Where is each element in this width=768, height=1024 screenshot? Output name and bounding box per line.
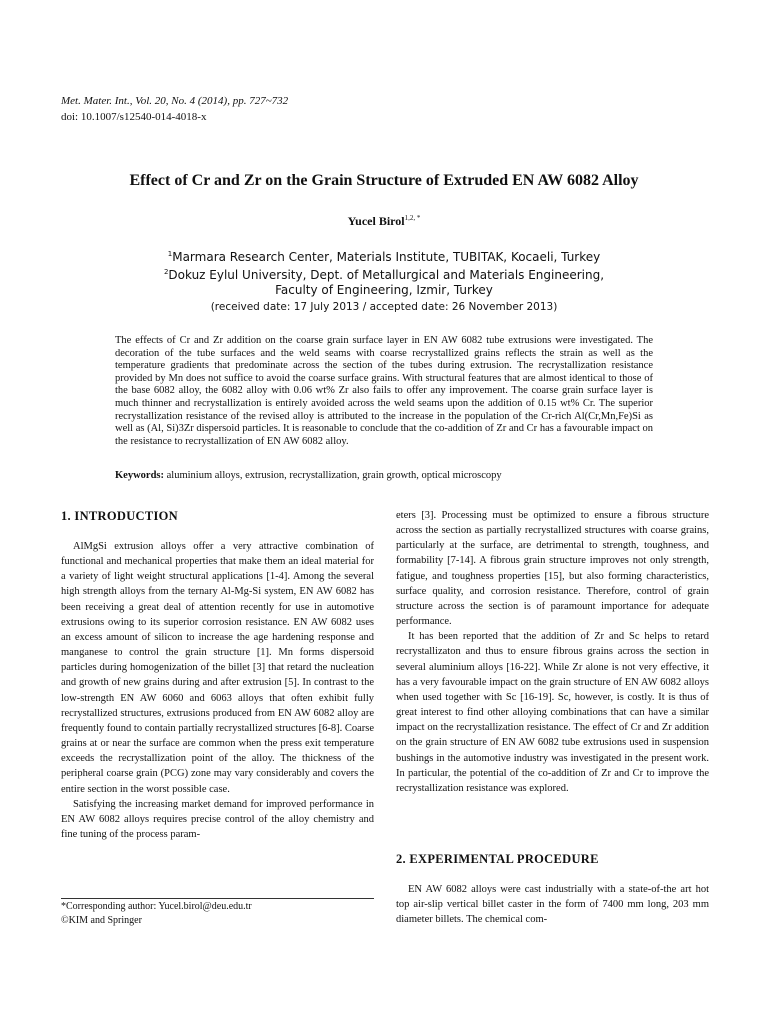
author-superscript: 1,2, * <box>404 214 421 222</box>
experimental-paragraph-1: EN AW 6082 alloys were cast industrially with a state-of-the art hot top air-slip vertical billet caster in the form of 7400 mm long, 203 mm diameter billets. The chemical com- <box>396 884 709 926</box>
affiliations <box>0 247 768 298</box>
affiliation-2: $^2$Dokuz Eylul University, Dept. of Metallurgical and Materials Engineering, <box>163 268 605 282</box>
doi: doi: 10.1007/s12540-014-4018-x <box>61 111 207 123</box>
abstract: The effects of Cr and Zr addition on the coarse grain surface layer in EN AW 6082 tube extrusions were investigated. The decoration of the tube surfaces and the weld seams with coarse recrystallized grains reflects the strain as well as the temperature gradients that predominate across the section of the tubes during extrusion. The recrystallization resistance provided by Mn does not suffice to avoid the coarse surface grains. With structural features that are almost identical to those of the base 6082 alloy, the 6082 alloy with 0.06 wt% Zr also fails to offer any improvement. The coarse grain surface layer is much thinner and recrystallization is entirely avoided across the weld seams upon the addition of 0.15 wt% Cr. The superior recrystallization resistance of the revised alloy is attributed to the increase in the population of the Cr-rich Al(Cr,Mn,Fe)Si as well as (Al, Si)3Zr dispersoid particles. It is reasonable to conclude that the co-addition of Zr and Cr has a favourable impact on the resistance to recrystallization of EN AW 6082 alloy. <box>115 335 653 447</box>
intro-paragraph-2: Satisfying the increasing market demand for improved performance in EN AW 6082 alloys requires precise control of the alloy chemistry and fine tuning of the process param- <box>61 798 374 840</box>
affiliation-2-cont: Faculty of Engineering, Izmir, Turkey <box>275 283 493 297</box>
affiliation-1: $^1$Marmara Research Center, Materials Institute, TUBITAK, Kocaeli, Turkey <box>167 250 601 264</box>
intro-paragraph-2-cont: eters [3]. Processing must be optimized to ensure a fibrous structure across the section as partially recrystallized structures with coarse grains, particularly at the surface, are detrimental to strength, toughness, and formability [7-14]. A fibrous grain structure improves not only strength, fatigue, and toughness properties [15], but also forming characteristics, surface quality, and corrosion resistance. Therefore, control of grain structure across the section is of paramount importance for adequate performance. <box>396 510 709 628</box>
intro-paragraph-1: AlMgSi extrusion alloys offer a very attractive combination of functional and mechanical properties that make them an ideal material for a variety of light weight structural applications [1-4]. Among the several high strength alloys from the ternary Al-Mg-Si system, EN AW 6082 has been receiving a great deal of attention recently for use in automotive extrusions owing to its superior corrosion resistance. EN AW 6082 uses an excess amount of silicon to increase the age hardening response and manganese to control the grain structure [1]. Mn forms dispersoid particles during homogenization of the billet [3] that retard the nucleation and growth of new grains during and after extrusion [5]. In contrast to the low-strength EN AW 6060 and 6063 alloys that often exhibit fully recrystallized structures, extrusions produced from EN AW 6082 alloy are frequently found to contain partially recrystallized structures [6-8]. Coarse grains at or near the surface are common when the press exit temperature exceeds the recrystallization point of the alloy. The thickness of the peripheral coarse grain (PCG) zone may vary considerably and covers the entire section in the worst possible case. <box>61 541 374 795</box>
received-accepted-dates: (received date: 17 July 2013 / accepted date: 26 November 2013) <box>210 301 558 313</box>
footnotes <box>61 900 252 928</box>
journal-reference: Met. Mater. Int., Vol. 20, No. 4 (2014), pp. 727~732 <box>61 95 289 107</box>
experimental-column <box>396 882 709 927</box>
section-heading-experimental: 2. EXPERIMENTAL PROCEDURE <box>396 852 599 866</box>
keywords-label: Keywords: <box>115 470 164 481</box>
left-column <box>61 539 374 842</box>
intro-paragraph-3: It has been reported that the addition of Zr and Sc helps to retard recrystallizaton and thus to ensure fibrous grains across the section in several aluminium alloys [16-22]. While Zr alone is not very effective, it has a very favourable impact on the grain structure of EN AW 6082 alloys when used together with Sc [16-19]. Sc, however, is costly. It is thus of great interest to find other alloying combinations that can have a similar impact on the recrystallization resistance. The effect of Cr and Zr addition on the grain structure of EN AW 6082 tube extrusions used in suspension bushings in the automotive industry was investigated in the present work. In particular, the potential of the co-addition of Zr and Cr to improve the recrystallization resistance was explored. <box>396 631 709 794</box>
section-heading-introduction: 1. INTRODUCTION <box>61 509 179 523</box>
author-name: Yucel Birol <box>347 214 405 228</box>
keywords <box>115 470 653 481</box>
right-column <box>396 508 709 796</box>
copyright-note: ©KIM and Springer <box>61 915 142 926</box>
corresponding-author-note: *Corresponding author: Yucel.birol@deu.edu.tr <box>61 901 252 912</box>
paper-title: Effect of Cr and Zr on the Grain Structure of Extruded EN AW 6082 Alloy <box>129 172 639 189</box>
footnote-divider <box>61 898 374 899</box>
author-line <box>0 214 768 229</box>
keywords-list: aluminium alloys, extrusion, recrystallization, grain growth, optical microscopy <box>164 470 502 481</box>
